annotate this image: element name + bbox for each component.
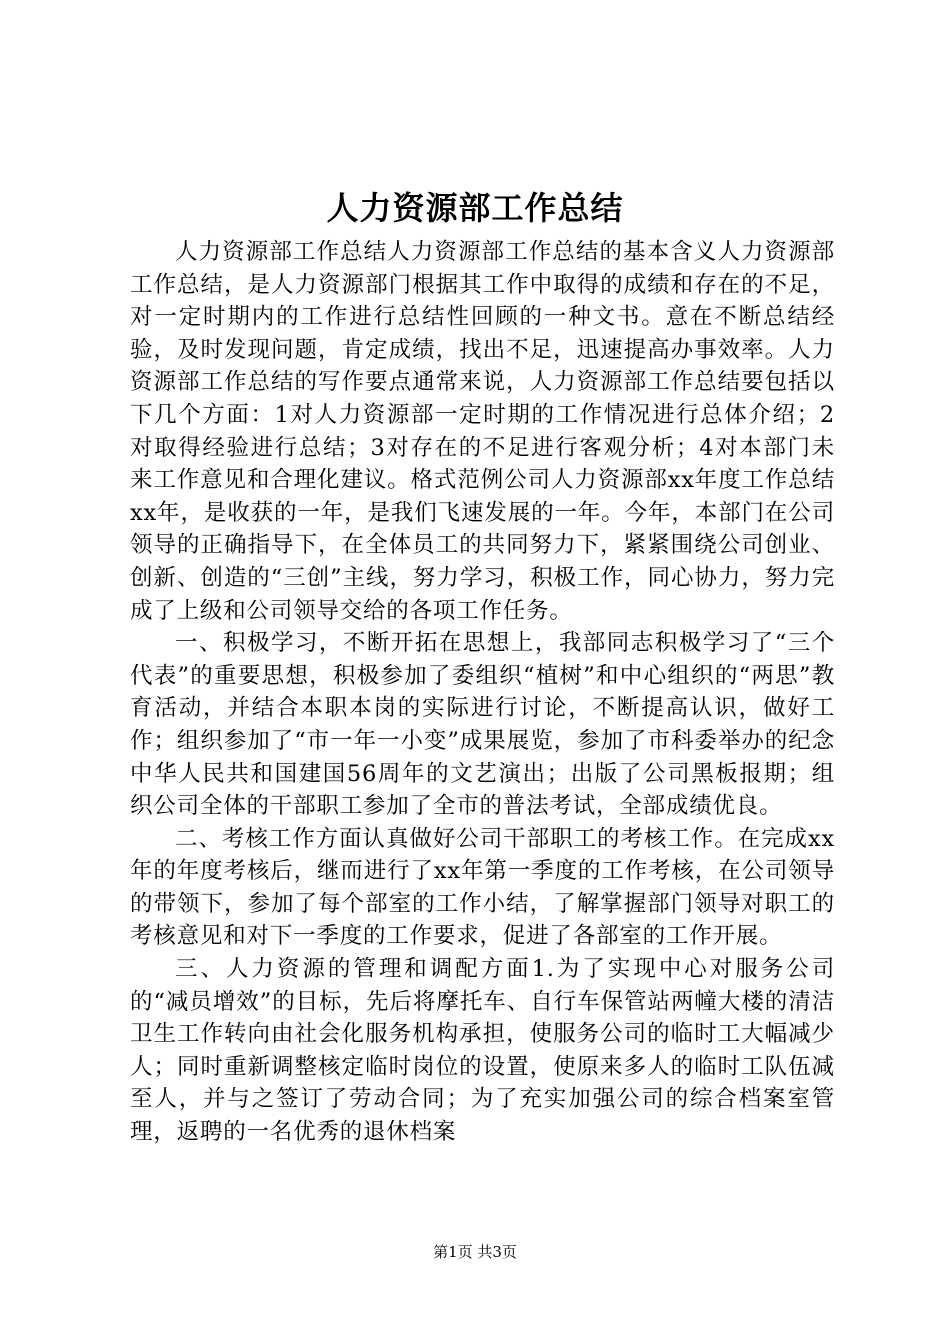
paragraph-section-2: 二、考核工作方面认真做好公司干部职工的考核工作。在完成xx年的年度考核后，继而进行了xx年第一季度的工作考核，在公司领导的带领下，参加了每个部室的工作小结，了解掌握部门领导对职工的考核意见和对下一季度的工作要求，促进了各部室的工作开展。 <box>130 825 835 950</box>
page-number-footer: 第1页 共3页 <box>433 1243 517 1261</box>
paragraph-intro: 人力资源部工作总结人力资源部工作总结的基本含义人力资源部工作总结，是人力资源部门根据其工作中取得的成绩和存在的不足，对一定时期内的工作进行总结性回顾的一种文书。意在不断总结经验，及时发现问题，肯定成绩，找出不足，迅速提高办事效率。人力资源部工作总结的写作要点通常来说，人力资源部工作总结要包括以下几个方面：1对人力资源部一定时期的工作情况进行总体介绍；2对取得经验进行总结；3对存在的不足进行客观分析；4对本部门未来工作意见和合理化建议。格式范例公司人力资源部xx年度工作总结xx年，是收获的一年，是我们飞速发展的一年。今年，本部门在公司领导的正确指导下，在全体员工的共同努力下，紧紧围绕公司创业、创新、创造的“三创”主线，努力学习，积极工作，同心协力，努力完成了上级和公司领导交给的各项工作任务。 <box>130 239 835 624</box>
document-body <box>130 236 835 1149</box>
document-title: 人力资源部工作总结 <box>326 189 624 227</box>
paragraph-section-1: 一、积极学习，不断开拓在思想上，我部同志积极学习了“三个代表”的重要思想，积极参加了委组织“植树”和中心组织的“两思”教育活动，并结合本职本岗的实际进行讨论，不断提高认识，做好工作；组织参加了“市一年一小变”成果展览，参加了市科委举办的纪念中华人民共和国建国56周年的文艺演出；出版了公司黑板报期；组织公司全体的干部职工参加了全市的普法考试，全部成绩优良。 <box>130 630 835 820</box>
paragraph-section-3: 三、人力资源的管理和调配方面1.为了实现中心对服务公司的“减员增效”的目标，先后将摩托车、自行车保管站两幢大楼的清洁卫生工作转向由社会化服务机构承担，使服务公司的临时工大幅减少人；同时重新调整核定临时岗位的设置，使原来多人的临时工队伍减至人，并与之签订了劳动合同；为了充实加强公司的综合档案室管理，返聘的一名优秀的退休档案 <box>130 956 835 1146</box>
